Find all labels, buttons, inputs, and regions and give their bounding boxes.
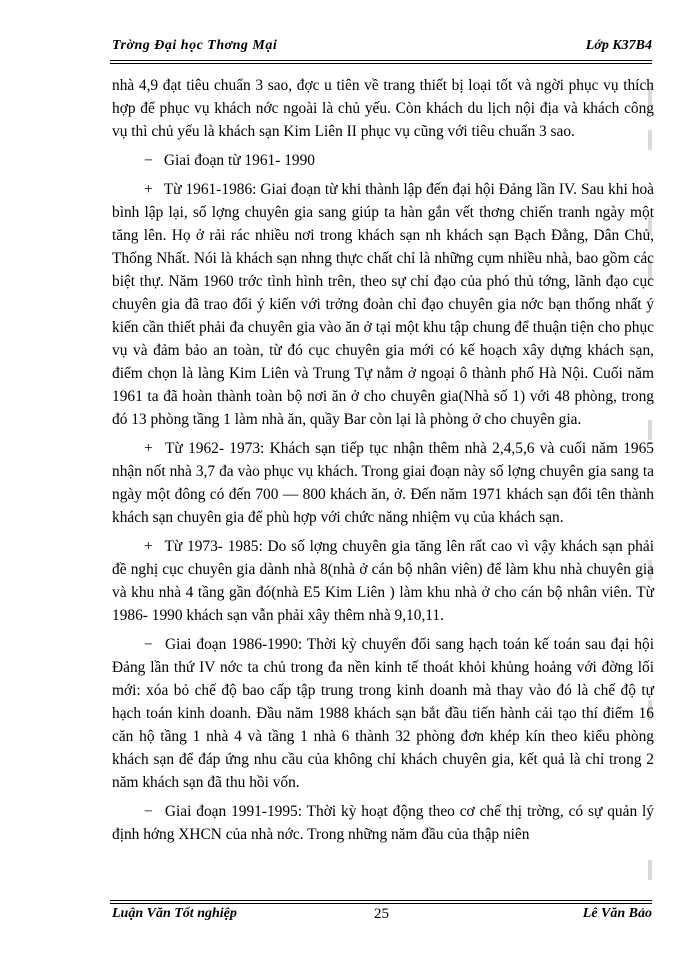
footer-rule [110,900,652,901]
paragraph-text: Giai đoạn 1991-1995: Thời kỳ hoạt động theo cơ chế thị trờng, có sự quản lý định hớng XHCN của nhà nớc. Trong những năm đầu của thập niên [112,803,654,843]
page-header [112,36,652,58]
plus-bullet: + [144,538,153,555]
paragraph [112,535,654,627]
paragraph [112,74,654,143]
paragraph [112,800,654,846]
header-rule [110,60,652,61]
page-footer [112,904,652,926]
dash-bullet: − [144,636,153,653]
document-body [112,74,654,852]
footer-author: Lê Văn Bảo [582,906,652,921]
dash-bullet: − [144,803,153,820]
header-class: Lớp K37B4 [585,38,652,53]
paragraph [112,437,654,529]
page-number: 25 [374,906,389,922]
paragraph-text: nhà 4,9 đạt tiêu chuẩn 3 sao, đợc u tiên về trang thiết bị loại tốt và ngời phục vụ thích hợp để phục vụ khách nớc ngoài là chủ yếu. Còn khách du lịch nội địa và khách công vụ thì chủ yếu là khách sạn Kim Liên II phục vụ cũng với tiêu chuẩn 3 sao. [112,77,654,140]
paragraph-text: Từ 1973- 1985: Do số lợng chuyên gia tăng lên rất cao vì vậy khách sạn phải đề nghị cục chuyên gia dành nhà 8(nhà ở cán bộ nhân viên) để làm khu nhà chuyên gia và khu nhà 4 tầng gần đó(nhà E5 Kim Liên ) làm khu nhà ở cho cán bộ nhân viên. Từ 1986- 1990 khách sạn vẫn phải xây thêm nhà 9,10,11. [112,538,654,624]
plus-bullet: + [144,440,153,457]
paragraph [112,178,654,431]
dash-bullet: − [144,152,153,169]
footer-title: Luận Văn Tốt nghiệp [112,906,237,921]
margin-mark [648,860,652,880]
paragraph-text: Từ 1962- 1973: Khách sạn tiếp tục nhận thêm nhà 2,4,5,6 và cuối năm 1965 nhận nốt nhà 3,7 đa vào phục vụ khách. Trong giai đoạn này số lợng chuyên gia sang ta ngày một đông có đến 700 — 800 khách ăn, ở. Đến năm 1971 khách sạn đổi tên thành khách sạn chuyên gia để phù hợp với chức năng nhiệm vụ của khách sạn. [112,440,654,526]
plus-bullet: + [144,181,153,198]
header-rule-2 [110,63,652,64]
paragraph-text: Giai đoạn 1986-1990: Thời kỳ chuyển đổi sang hạch toán kế toán sau đại hội Đảng lần thứ IV nớc ta chủ trong đa nền kinh tế thoát khỏi khủng hoảng với đờng lối mới: xóa bỏ chế độ bao cấp tập trung trong kinh doanh mà thay vào đó là chế độ tự hạch toán kinh doanh. Đầu năm 1988 khách sạn bắt đầu tiến hành cải tạo thí điểm 16 căn hộ tầng 1 nhà 4 và tầng 1 nhà 6 thành 32 phòng đơn khép kín theo kiểu phòng khách sạn để đáp ứng nhu cầu của không chỉ khách chuyên gia, kết quả là chỉ trong 2 năm khách sạn đã thu hồi vốn. [112,636,654,791]
paragraph [112,633,654,794]
paragraph-text: Giai đoạn từ 1961- 1990 [163,152,315,169]
header-school: Trờng Đại học Thơng Mại [112,38,278,53]
paragraph [112,149,654,172]
paragraph-text: Từ 1961-1986: Giai đoạn từ khi thành lập đến đại hội Đảng lần IV. Sau khi hoà bình lập lại, số lợng chuyên gia sang giúp ta hàn gắn vết thơng chiến tranh ngày một tăng lên. Họ ở rải rác nhiều nơi trong khách sạn nh khách sạn Bạch Đằng, Dân Chủ, Thống Nhất. Nói là khách sạn nhng thực chất chỉ là những cụm nhiều nhà, bao gồm các biệt thự. Năm 1960 trớc tình hình trên, theo sự chỉ đạo của phó thủ tớng, lãnh đạo cục chuyên gia đã trao đổi ý kiến với trởng đoàn chỉ đạo chuyên gia nớc bạn thống nhất ý kiến cần thiết phải đa chuyên gia vào ăn ở tại một khu tập chung để thuận tiện cho phục vụ và đảm bảo an toàn, từ đó cục chuyên gia mới có kế hoạch xây dựng khách sạn, điểm chọn là làng Kim Liên và Trung Tự nằm ở ngoại ô thành phố Hà Nội. Cuối năm 1961 ta đã hoàn thành toàn bộ nơi ăn ở cho chuyên gia(Nhà số 1) với 48 phòng, trong đó 13 phòng tầng 1 làm nhà ăn, quầy Bar còn lại là phòng ở cho chuyên gia. [112,181,655,428]
